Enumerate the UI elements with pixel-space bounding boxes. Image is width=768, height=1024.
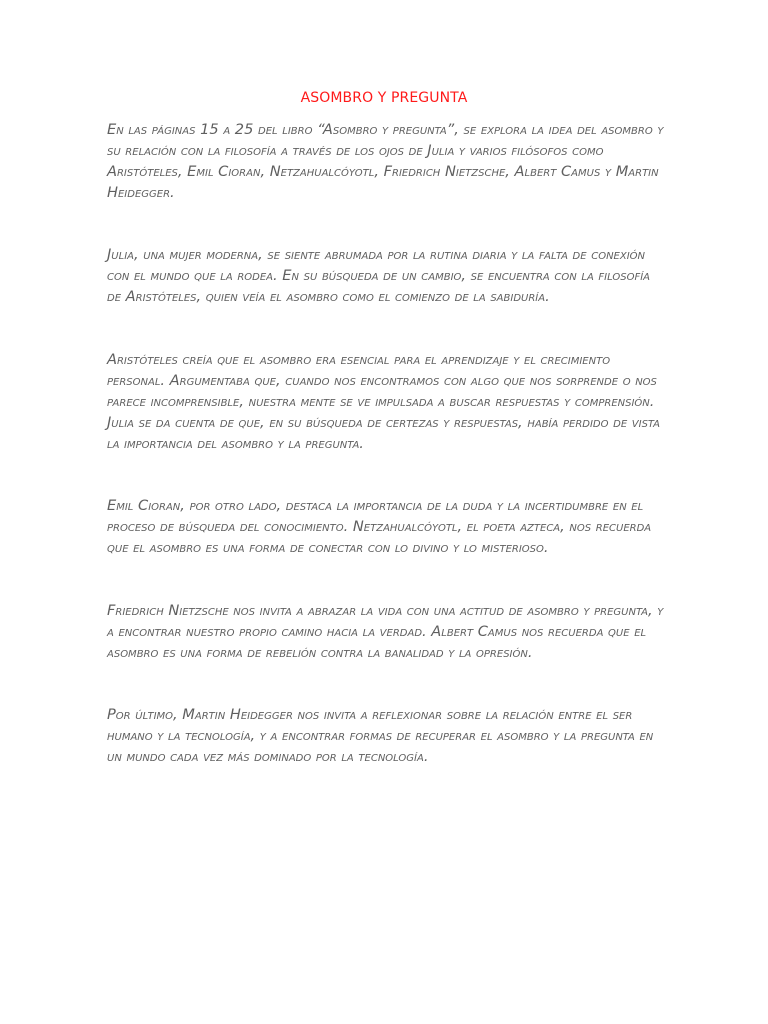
- paragraph-nietzsche: Friedrich Nietzsche nos invita a abrazar la vida con una actitud de asombro y pregunta, y a encontrar nuestro propio camino hacia la verdad. Albert Camus nos recuerda que el asombro es una forma de rebelión contra la banalidad y la opresión.: [107, 601, 664, 661]
- paragraph-aristoteles: Aristóteles creía que el asombro era esencial para el aprendizaje y el crecimiento personal. Argumentaba que, cuando nos encontramos con algo que nos sorprende o nos parece incomprensible, nuestra mente se ve impulsada a buscar respuestas y comprensión. Julia se da cuenta de que, en su búsqueda de certezas y respuestas, había perdido de vista la importancia del asombro y la pregunta.: [107, 350, 660, 452]
- document-body: [107, 120, 667, 768]
- paragraph-julia: Julia, una mujer moderna, se siente abrumada por la rutina diaria y la falta de conexión con el mundo que la rodea. En su búsqueda de un cambio, se encuentra con la filosofía de Aristóteles, quien veía el asombro como el comienzo de la sabiduría.: [107, 246, 651, 306]
- paragraph-heidegger: Por último, Martin Heidegger nos invita a reflexionar sobre la relación entre el ser humano y la tecnología, y a encontrar formas de recuperar el asombro y la pregunta en un mundo cada vez más dominado por la tecnología.: [107, 706, 654, 766]
- document-title: ASOMBRO Y PREGUNTA: [300, 90, 468, 106]
- paragraph-intro: En las páginas 15 a 25 del libro “Asombro y pregunta”, se explora la idea del asombro y su relación con la filosofía a través de los ojos de Julia y varios filósofos como Aristóteles, Emil Cioran, Netzahualcóyotl, Friedrich Nietzsche, Albert Camus y Martin Heidegger.: [107, 121, 664, 201]
- paragraph-cioran: Emil Cioran, por otro lado, destaca la importancia de la duda y la incertidumbre en el proceso de búsqueda del conocimiento. Netzahualcóyotl, el poeta azteca, nos recuerda que el asombro es una forma de conectar con lo divino y lo misterioso.: [107, 497, 652, 557]
